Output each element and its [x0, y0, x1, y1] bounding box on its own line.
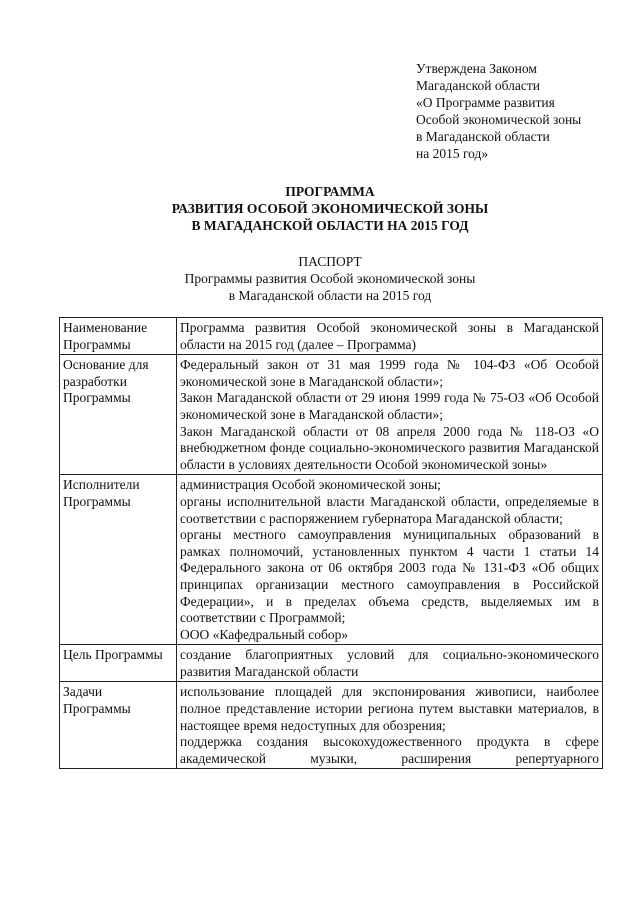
title-line: РАЗВИТИЯ ОСОБОЙ ЭКОНОМИЧЕСКОЙ ЗОНЫ — [171, 201, 489, 216]
row-paragraph: Закон Магаданской области от 08 апреля 2000 года № 118-ОЗ «О внебюджетном фонде социально-экономического развития Магаданской области в условиях деятельности Особой экономической зоны» — [180, 423, 599, 472]
row-paragraph: ООО «Кафедральный собор» — [180, 626, 349, 642]
passport-subtitle: Программы развития Особой экономической зоны — [184, 271, 476, 286]
title-line: ПРОГРАММА — [285, 184, 375, 199]
row-paragraph: органы местного самоуправления муниципальных образований в рамках полномочий, установленных пунктом 4 части 1 статьи 14 Федерального закона от 06 октября 2003 года № 131-ФЗ «Об общих принципах организации местного самоуправления в Российской Федерации», и в пределах объема средств, выделяемых им в соответствии с Программой; — [180, 527, 599, 626]
row-label: Наименование Программы — [60, 318, 177, 355]
table-row — [60, 682, 603, 769]
approval-line: Магаданской области — [416, 78, 540, 93]
approval-line: Утверждена Законом — [416, 61, 537, 76]
row-paragraph: создание благоприятных условий для социально-экономического развития Магаданской области — [180, 647, 599, 679]
row-paragraph: Федеральный закон от 31 мая 1999 года № 104-ФЗ «Об Особой экономической зоне в Магаданской области»; — [180, 357, 599, 389]
table-row — [60, 645, 603, 682]
approval-block — [416, 60, 616, 162]
title-line: В МАГАДАНСКОЙ ОБЛАСТИ НА 2015 ГОД — [191, 218, 469, 233]
row-paragraph: Закон Магаданской области от 29 июня 1999 года № 75-ОЗ «Об Особой экономической зоне в Магаданской области»; — [180, 390, 599, 422]
document-title — [60, 183, 600, 234]
row-value — [177, 318, 603, 355]
passport-subtitle: в Магаданской области на 2015 год — [228, 288, 432, 303]
row-label: Основание для разработки Программы — [60, 355, 177, 475]
approval-line: в Магаданской области — [416, 129, 550, 144]
row-label: Исполнители Программы — [60, 475, 177, 645]
row-value — [177, 355, 603, 475]
row-paragraph: администрация Особой экономической зоны; — [180, 477, 441, 493]
row-paragraph: использование площадей для экспонирования живописи, наиболее полное представление истории региона путем выставки материалов, в настоящее время недоступных для обозрения; — [180, 684, 599, 733]
approval-line: «О Программе развития — [416, 95, 555, 110]
passport-heading-block — [60, 253, 600, 304]
row-value — [177, 475, 603, 645]
row-value — [177, 682, 603, 769]
table-row — [60, 355, 603, 475]
passport-heading: ПАСПОРТ — [298, 254, 362, 269]
row-label: Задачи Программы — [60, 682, 177, 769]
row-label: Цель Программы — [60, 645, 177, 682]
row-paragraph: поддержка создания высокохудожественного продукта в сфере академической музыки, расширения репертуарного — [180, 734, 599, 766]
row-value — [177, 645, 603, 682]
row-paragraph: органы исполнительной власти Магаданской области, определяемые в соответствии с распоряжением губернатора Магаданской области; — [180, 493, 599, 526]
table-row — [60, 318, 603, 355]
row-paragraph: Программа развития Особой экономической зоны в Магаданской области на 2015 год (далее – Программа) — [180, 320, 599, 352]
approval-line: на 2015 год» — [416, 146, 489, 161]
passport-table — [59, 317, 603, 769]
table-row — [60, 475, 603, 645]
approval-line: Особой экономической зоны — [416, 112, 582, 127]
